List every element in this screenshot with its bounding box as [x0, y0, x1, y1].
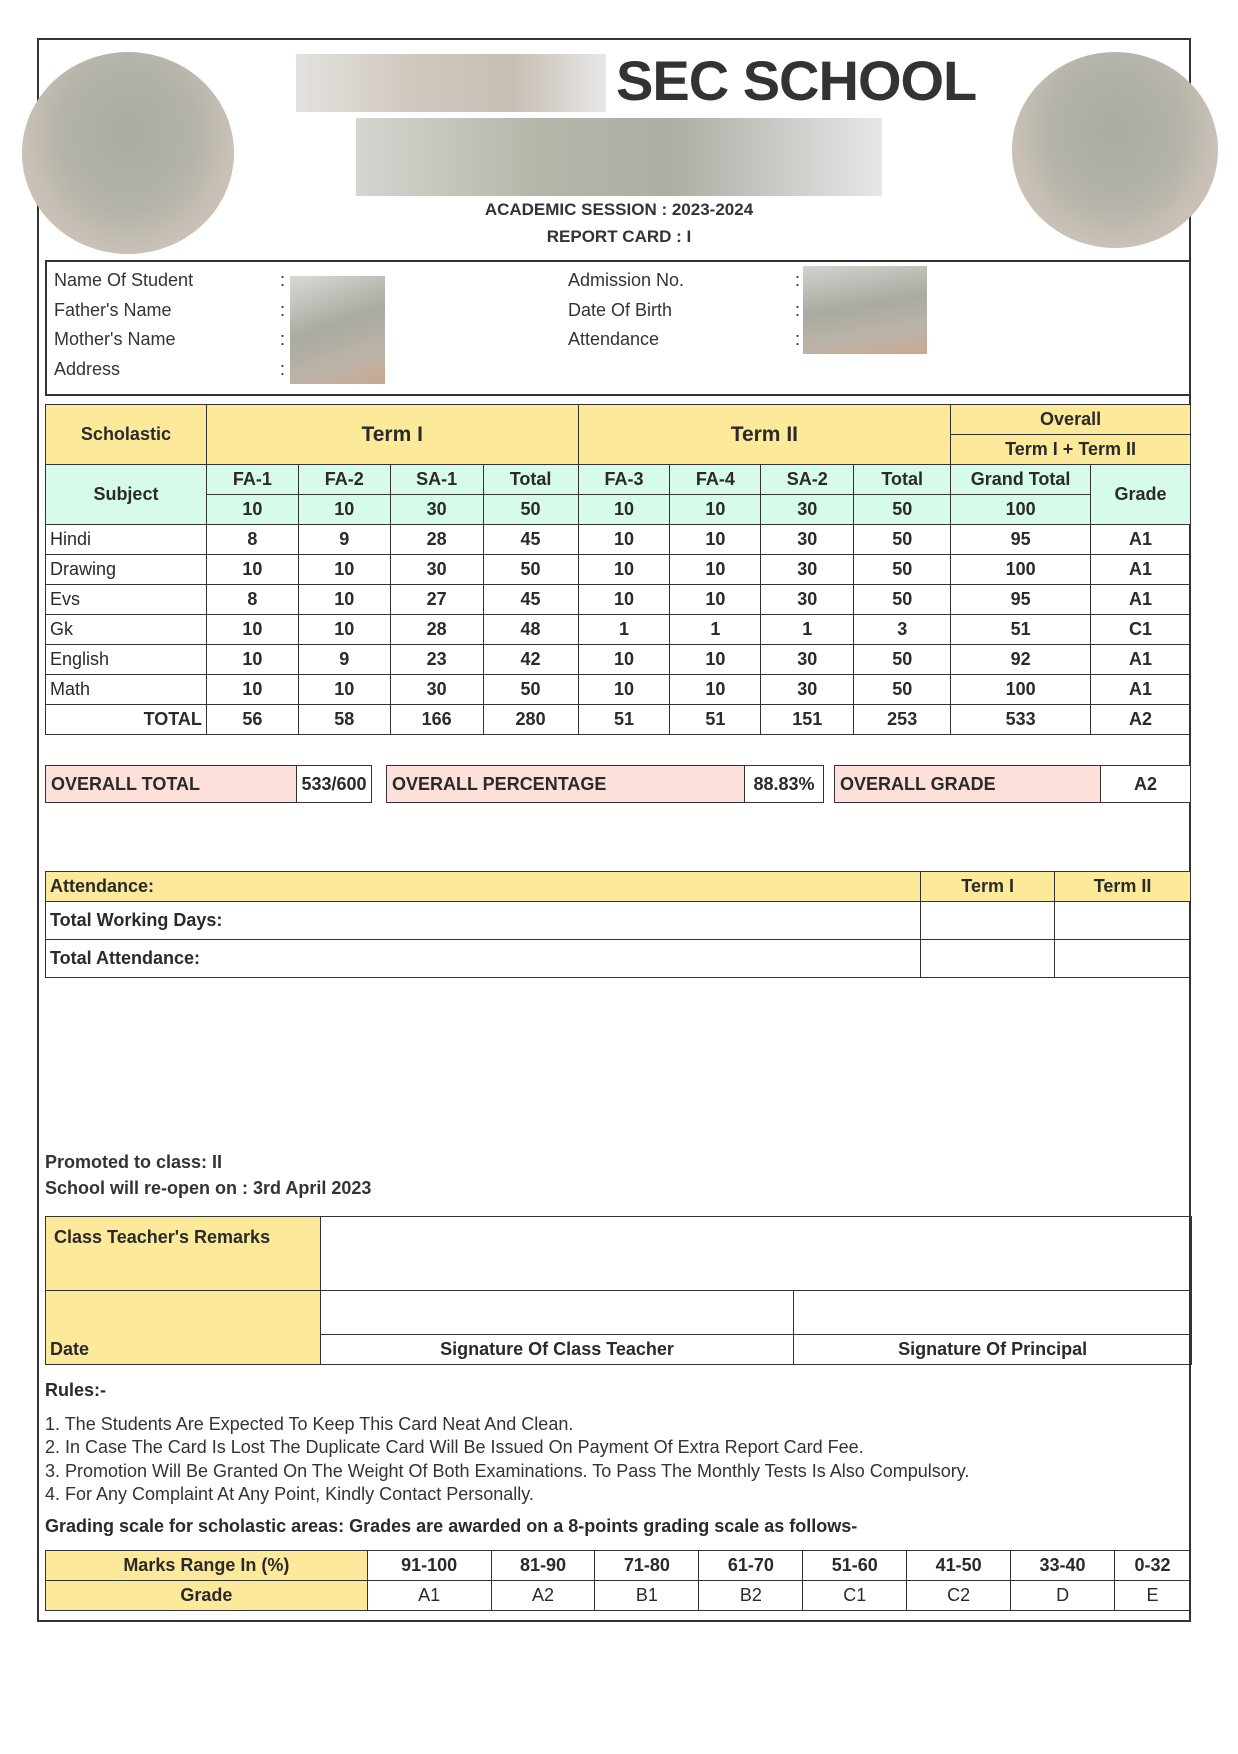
- grade-cell: A1: [1091, 555, 1191, 585]
- marks-range-cell: 71-80: [595, 1551, 699, 1581]
- max-marks: 100: [951, 495, 1091, 525]
- mark-cell: 100: [951, 675, 1091, 705]
- grade-scale-cell: B1: [595, 1581, 699, 1611]
- mark-cell: 10: [578, 525, 670, 555]
- marks-range-cell: 0-32: [1115, 1551, 1191, 1581]
- max-marks: 30: [761, 495, 854, 525]
- colon: :: [280, 270, 286, 290]
- mark-cell: 50: [854, 675, 951, 705]
- subject-row: [46, 675, 1191, 705]
- header-term-2: Term II: [578, 405, 951, 465]
- mark-cell: 10: [206, 675, 298, 705]
- mark-cell: 45: [483, 585, 578, 615]
- academic-session: ACADEMIC SESSION : 2023-2024: [484, 200, 754, 219]
- label-admission-no: Admission No.: [568, 270, 685, 290]
- grade-scale-cell: B2: [699, 1581, 803, 1611]
- grading-scale-note: Grading scale for scholastic areas: Grades are awarded on a 8-points grading scale as follows-: [45, 1516, 858, 1536]
- subject-row: [46, 525, 1191, 555]
- marks-range-cell: 41-50: [907, 1551, 1011, 1581]
- col-header: FA-2: [298, 465, 390, 495]
- label-address: Address: [54, 359, 121, 379]
- col-header: Total: [854, 465, 951, 495]
- school-reopen-date: School will re-open on : 3rd April 2023: [45, 1178, 372, 1198]
- grade-scale-cell: D: [1011, 1581, 1115, 1611]
- mark-cell: 95: [951, 525, 1091, 555]
- mark-cell: 51: [951, 615, 1091, 645]
- mark-cell: 9: [298, 525, 390, 555]
- school-logo-left-redacted: [22, 52, 234, 254]
- grade-cell: C1: [1091, 615, 1191, 645]
- header-scholastic: Scholastic: [46, 405, 207, 465]
- overall-grade-label: OVERALL GRADE: [835, 766, 1101, 802]
- max-marks: 50: [854, 495, 951, 525]
- total-cell: 151: [761, 705, 854, 735]
- marks-range-label: Marks Range In (%): [46, 1551, 368, 1581]
- subject-name: Drawing: [46, 555, 207, 585]
- mark-cell: 50: [854, 585, 951, 615]
- label-date-of-birth: Date Of Birth: [568, 300, 673, 320]
- mark-cell: 10: [298, 615, 390, 645]
- mark-cell: 95: [951, 585, 1091, 615]
- colon: :: [795, 270, 801, 290]
- header-term-1: Term I: [206, 405, 578, 465]
- grade-scale-cell: E: [1115, 1581, 1191, 1611]
- class-teacher-signature-label: Signature Of Class Teacher: [320, 1335, 794, 1365]
- col-header: FA-4: [670, 465, 761, 495]
- principal-signature-field: [794, 1291, 1192, 1335]
- overall-total-value: 533/600: [297, 766, 371, 802]
- school-title: SEC SCHOOL: [616, 49, 977, 112]
- total-attendance-label: Total Attendance:: [46, 940, 921, 978]
- remarks-table: [45, 1216, 1192, 1365]
- mark-cell: 92: [951, 645, 1091, 675]
- attendance-term-1-header: Term I: [921, 872, 1055, 902]
- colon: :: [795, 329, 801, 349]
- grade-cell: A1: [1091, 585, 1191, 615]
- total-label: TOTAL: [46, 705, 207, 735]
- overall-grade-box: [834, 765, 1191, 803]
- mark-cell: 28: [390, 615, 483, 645]
- col-header: FA-3: [578, 465, 670, 495]
- mark-cell: 100: [951, 555, 1091, 585]
- mark-cell: 10: [206, 555, 298, 585]
- mark-cell: 10: [670, 585, 761, 615]
- mark-cell: 42: [483, 645, 578, 675]
- mark-cell: 30: [761, 675, 854, 705]
- mark-cell: 30: [761, 525, 854, 555]
- grade-scale-cell: A2: [491, 1581, 595, 1611]
- marks-range-cell: 61-70: [699, 1551, 803, 1581]
- rule-item: 4. For Any Complaint At Any Point, Kindly Contact Personally.: [45, 1484, 534, 1504]
- marks-table: [45, 404, 1191, 735]
- subject-name: Evs: [46, 585, 207, 615]
- subject-name: Math: [46, 675, 207, 705]
- max-marks: 10: [670, 495, 761, 525]
- total-cell: 280: [483, 705, 578, 735]
- subject-name: English: [46, 645, 207, 675]
- mark-cell: 27: [390, 585, 483, 615]
- mark-cell: 50: [854, 645, 951, 675]
- grade-cell: A1: [1091, 675, 1191, 705]
- subject-row: [46, 585, 1191, 615]
- total-cell: 51: [670, 705, 761, 735]
- mark-cell: 10: [670, 555, 761, 585]
- colon: :: [280, 329, 286, 349]
- marks-range-cell: 33-40: [1011, 1551, 1115, 1581]
- rules-title: Rules:-: [45, 1380, 107, 1400]
- label-mother-name: Mother's Name: [54, 329, 176, 349]
- report-card-number: REPORT CARD : I: [546, 227, 692, 246]
- class-teacher-signature-field: [320, 1291, 794, 1335]
- mark-cell: 9: [298, 645, 390, 675]
- max-marks: 10: [206, 495, 298, 525]
- mark-cell: 48: [483, 615, 578, 645]
- overall-percentage-value: 88.83%: [745, 766, 823, 802]
- total-row: [46, 705, 1191, 735]
- working-days-term-1: [921, 902, 1055, 940]
- mark-cell: 50: [483, 555, 578, 585]
- grade-scale-cell: C1: [803, 1581, 907, 1611]
- max-marks: 10: [298, 495, 390, 525]
- subject-name: Hindi: [46, 525, 207, 555]
- header-overall-sub: Term I + Term II: [951, 435, 1191, 465]
- label-student-name: Name Of Student: [54, 270, 194, 290]
- teacher-remarks-label: Class Teacher's Remarks: [46, 1217, 321, 1291]
- mark-cell: 30: [761, 555, 854, 585]
- mark-cell: 8: [206, 525, 298, 555]
- subject-name: Gk: [46, 615, 207, 645]
- mark-cell: 30: [761, 645, 854, 675]
- mark-cell: 1: [578, 615, 670, 645]
- label-attendance: Attendance: [568, 329, 660, 349]
- overall-percentage-label: OVERALL PERCENTAGE: [387, 766, 745, 802]
- attendance-term-2-header: Term II: [1055, 872, 1191, 902]
- grade-cell: A1: [1091, 645, 1191, 675]
- label-father-name: Father's Name: [54, 300, 172, 320]
- mark-cell: 1: [761, 615, 854, 645]
- attendance-title: Attendance:: [46, 872, 921, 902]
- grading-scale-table: [45, 1550, 1191, 1611]
- mark-cell: 45: [483, 525, 578, 555]
- mark-cell: 23: [390, 645, 483, 675]
- mark-cell: 50: [483, 675, 578, 705]
- admission-details-redacted: [803, 266, 927, 354]
- overall-percentage-box: [386, 765, 824, 803]
- total-cell: 58: [298, 705, 390, 735]
- rule-item: 3. Promotion Will Be Granted On The Weight Of Both Examinations. To Pass The Monthly Tests Is Also Compulsory.: [45, 1461, 970, 1481]
- max-marks: 50: [483, 495, 578, 525]
- marks-range-cell: 51-60: [803, 1551, 907, 1581]
- colon: :: [280, 300, 286, 320]
- col-header: FA-1: [206, 465, 298, 495]
- attendance-table: [45, 871, 1191, 978]
- total-grade-cell: A2: [1091, 705, 1191, 735]
- rule-item: 2. In Case The Card Is Lost The Duplicate Card Will Be Issued On Payment Of Extra Report Card Fee.: [45, 1437, 864, 1457]
- marks-range-cell: 91-100: [367, 1551, 491, 1581]
- header-overall: Overall: [951, 405, 1191, 435]
- rule-item: 1. The Students Are Expected To Keep This Card Neat And Clean.: [45, 1414, 574, 1434]
- overall-grade-value: A2: [1101, 766, 1190, 802]
- total-cell: 253: [854, 705, 951, 735]
- col-header: SA-2: [761, 465, 854, 495]
- principal-signature-label: Signature Of Principal: [794, 1335, 1192, 1365]
- mark-cell: 10: [298, 675, 390, 705]
- mark-cell: 3: [854, 615, 951, 645]
- header-grade: Grade: [1091, 465, 1191, 525]
- colon: :: [795, 300, 801, 320]
- mark-cell: 50: [854, 525, 951, 555]
- overall-total-box: [45, 765, 372, 803]
- total-attendance-term-1: [921, 940, 1055, 978]
- subject-row: [46, 555, 1191, 585]
- school-address-redacted: [356, 118, 882, 196]
- marks-range-cell: 81-90: [491, 1551, 595, 1581]
- mark-cell: 28: [390, 525, 483, 555]
- mark-cell: 10: [578, 675, 670, 705]
- mark-cell: 10: [670, 645, 761, 675]
- mark-cell: 10: [670, 525, 761, 555]
- mark-cell: 8: [206, 585, 298, 615]
- grade-label: Grade: [46, 1581, 368, 1611]
- grade-cell: A1: [1091, 525, 1191, 555]
- subject-row: [46, 645, 1191, 675]
- total-cell: 533: [951, 705, 1091, 735]
- school-name-redacted: [296, 54, 606, 112]
- mark-cell: 10: [298, 555, 390, 585]
- mark-cell: 10: [670, 675, 761, 705]
- mark-cell: 30: [390, 675, 483, 705]
- mark-cell: 10: [578, 555, 670, 585]
- max-marks: 10: [578, 495, 670, 525]
- mark-cell: 10: [206, 645, 298, 675]
- mark-cell: 30: [761, 585, 854, 615]
- total-attendance-term-2: [1055, 940, 1191, 978]
- overall-total-label: OVERALL TOTAL: [46, 766, 297, 802]
- grade-scale-cell: A1: [367, 1581, 491, 1611]
- total-cell: 166: [390, 705, 483, 735]
- teacher-remarks-field: [320, 1217, 1191, 1291]
- promoted-to-class: Promoted to class: II: [45, 1152, 223, 1172]
- student-details-redacted: [290, 276, 385, 384]
- subject-row: [46, 615, 1191, 645]
- total-cell: 56: [206, 705, 298, 735]
- colon: :: [280, 359, 286, 379]
- working-days-label: Total Working Days:: [46, 902, 921, 940]
- working-days-term-2: [1055, 902, 1191, 940]
- mark-cell: 10: [298, 585, 390, 615]
- max-marks: 30: [390, 495, 483, 525]
- col-header: Grand Total: [951, 465, 1091, 495]
- total-cell: 51: [578, 705, 670, 735]
- mark-cell: 10: [578, 645, 670, 675]
- mark-cell: 10: [206, 615, 298, 645]
- grade-scale-cell: C2: [907, 1581, 1011, 1611]
- header-subject: Subject: [46, 465, 207, 525]
- mark-cell: 30: [390, 555, 483, 585]
- mark-cell: 10: [578, 585, 670, 615]
- mark-cell: 50: [854, 555, 951, 585]
- mark-cell: 1: [670, 615, 761, 645]
- col-header: Total: [483, 465, 578, 495]
- col-header: SA-1: [390, 465, 483, 495]
- date-label: Date: [46, 1291, 321, 1365]
